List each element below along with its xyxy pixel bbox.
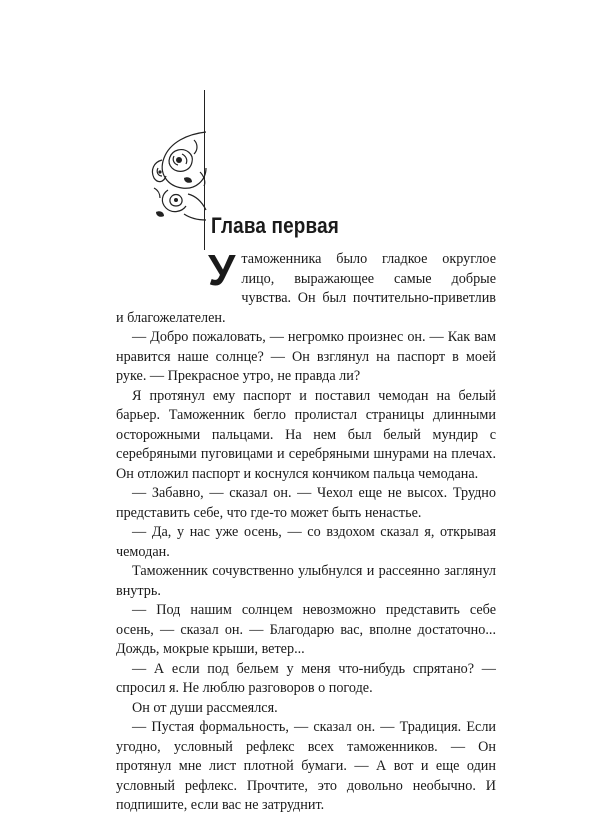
floral-ornament-icon bbox=[148, 128, 210, 224]
paragraph: — Забавно, — сказал он. — Чехол еще не высох. Трудно представить себе, что где-то может быть ненастье. bbox=[116, 485, 496, 521]
paragraph: — Под нашим солнцем невозможно представить себе осень, — сказал он. — Благодарю вас, вполне достаточно... Дождь, мокрые крыши, ветер... bbox=[116, 602, 496, 657]
chapter-body bbox=[116, 246, 496, 816]
paragraph bbox=[116, 246, 496, 328]
chapter-title: Глава первая bbox=[211, 213, 340, 238]
paragraph-text: таможенника было гладкое округлое лицо, выражающее самые добрые чувства. Он был почтительно-приветлив и благожелателен. bbox=[116, 251, 496, 326]
drop-cap: У bbox=[208, 246, 236, 295]
paragraph: — Да, у нас уже осень, — со вздохом сказал я, открывая чемодан. bbox=[116, 524, 496, 560]
paragraph: — Пустая формальность, — сказал он. — Традиция. Если угодно, условный рефлекс всех таможенников. — Он протянул мне лист плотной бумаги. — А вот и еще один условный рефлекс. Прочтите, это довольно необычно. И подпишите, если вас не затруднит. bbox=[116, 719, 496, 813]
paragraph: — А если под бельем у меня что-нибудь спрятано? — спросил я. Не люблю разговоров о погоде. bbox=[116, 660, 496, 696]
paragraph: Он от души рассмеялся. bbox=[132, 699, 278, 716]
paragraph: — Добро пожаловать, — негромко произнес он. — Как вам нравится наше солнце? — Он взглянул на паспорт в моей руке. — Прекрасное утро, не правда ли? bbox=[116, 329, 496, 384]
paragraph: Таможенник сочувственно улыбнулся и рассеянно заглянул внутрь. bbox=[116, 563, 496, 599]
paragraph: Я протянул ему паспорт и поставил чемодан на белый барьер. Таможенник бегло пролистал страницы длинными осторожными пальцами. На нем был белый мундир с серебряными пуговицами и серебряными шнурами на плечах. Он отложил паспорт и коснулся кончиком пальца чемодана. bbox=[116, 387, 496, 482]
